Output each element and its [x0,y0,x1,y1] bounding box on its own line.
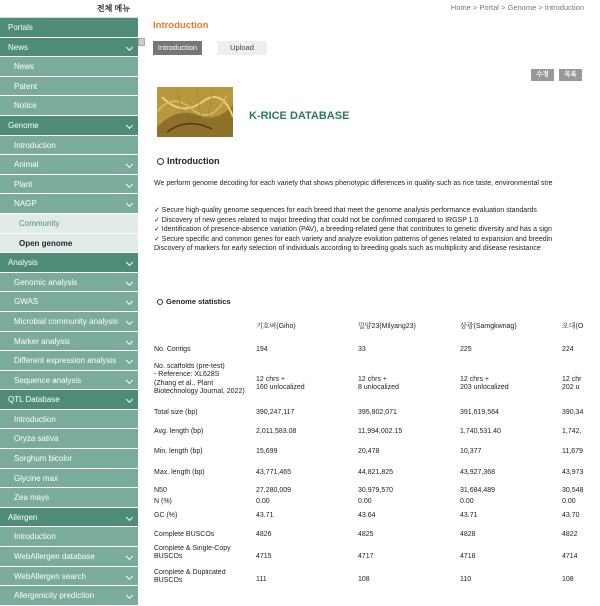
cell-value: 4715 [256,552,272,560]
sidebar-item-label: Animal [14,160,39,170]
sidebar-item-label: Allergenicity prediction [14,591,95,601]
cell-value: 1,740,531.40 [460,427,501,435]
chevron-down-icon [126,44,133,51]
chevron-down-icon [126,161,133,168]
row-label: No. scaffolds (pre-test) - Reference: XL628S (Zhang et al., Plant Biotechnology Journal, 2022) [154,363,245,396]
chevron-down-icon [126,259,133,266]
row-label: Total size (bp) [154,408,198,416]
circle-bullet-icon [157,158,164,165]
sidebar-item-genomic-analysis[interactable] [0,273,138,293]
sidebar-item-label: Open genome [19,238,73,248]
table-row [154,337,600,363]
variety-column-header: 기호벼(Giho) [256,323,296,330]
chevron-down-icon [126,337,133,344]
table-row [154,485,600,497]
sidebar-item-label: Microbial community analysis [14,316,119,326]
sidebar-item-label: Genomic analysis [14,277,78,287]
table-row [154,461,600,485]
cell-value: 390,247,117 [256,408,295,416]
sidebar-item-glycine-max[interactable] [0,469,138,489]
sidebar-item-news[interactable] [0,57,138,77]
sidebar-item-patent[interactable] [0,77,138,97]
sidebar-item-label: Glycine max [14,473,59,483]
row-label: Complete & Duplicated BUSCOs [154,569,226,585]
genome-statistics-table [154,318,600,591]
variety-column-header: 밀양23(Milyang23) [358,323,416,330]
tab-introduction[interactable]: Introduction [153,41,202,55]
cell-value: 108 [358,575,370,583]
sidebar-item-allergen[interactable] [0,508,138,528]
chevron-down-icon [126,200,133,207]
variety-column-header: 삼광(Samgkwnag) [460,323,517,330]
sidebar-item-label: Oryza sativa [14,434,59,444]
intro-bullet-item: ✓ Secure specific and common genes for each variety and analyze evolution patterns of genes related to expansion and breedin [154,235,553,243]
chevron-down-icon [126,573,133,580]
row-label: N (%) [154,497,172,505]
page-title: Introduction [153,20,209,31]
sidebar-item-microbial-community-analysis[interactable] [0,312,138,332]
sidebar-collapse-handle[interactable] [138,38,145,46]
chevron-down-icon [126,279,133,286]
introduction-heading-text: Introduction [167,156,220,166]
sidebar-item-introduction[interactable] [0,410,138,430]
sidebar-item-portals[interactable] [0,18,138,38]
sidebar-item-label: Genome [8,120,39,130]
cell-value: 110 [460,575,472,583]
breadcrumb: Home > Portal > Genome > Introduction [450,3,584,12]
chevron-down-icon [126,377,133,384]
cell-value: 11,994,002.15 [358,427,403,435]
sidebar-item-label: Patent [14,81,38,91]
sidebar-item-label: Allergen [8,512,38,522]
cell-value: 0.00 [562,497,576,505]
sidebar-item-sequence-analysis[interactable] [0,371,138,391]
cell-value: 12 chrs + 160 unlocalized [256,375,305,391]
table-row [154,421,600,443]
sidebar-item-label: Sequence analysis [14,375,82,385]
cell-value: 111 [256,575,267,583]
table-row [154,507,600,525]
full-menu-header: 전체 메뉴 [0,0,138,18]
cell-value: 4714 [562,552,578,560]
sidebar-item-open-genome[interactable] [0,234,138,254]
cell-value: 4718 [460,552,476,560]
sidebar-item-label: QTL Database [8,395,60,405]
cell-value: 2,011,583.08 [256,427,297,435]
cell-value: 0.00 [460,497,474,505]
intro-bullet-list [154,206,552,254]
tab-bar [153,41,282,55]
sidebar-item-weballergen-search[interactable] [0,567,138,587]
table-header-row [154,318,600,337]
variety-column-header: 오대(O [562,323,584,330]
sidebar-item-label: WebAllergen search [14,571,86,581]
chevron-down-icon [126,514,133,521]
sidebar-item-label: WebAllergen database [14,552,95,562]
sidebar-item-label: Introduction [14,140,56,150]
sidebar-item-plant[interactable] [0,175,138,195]
genome-statistics-heading-text: Genome statistics [166,297,231,306]
sidebar-item-community[interactable] [0,214,138,234]
cell-value: 30,979,570 [358,486,394,494]
sidebar-item-label: Introduction [14,414,56,424]
cell-value: 43,927,368 [460,468,496,476]
cell-value: 12 chr 202 u [562,375,582,391]
chevron-down-icon [126,181,133,188]
chevron-down-icon [126,357,133,364]
sidebar-item-label: Marker analysis [14,336,71,346]
row-label: Max. length (bp) [154,468,205,476]
chevron-down-icon [126,122,133,129]
intro-bullet-item: Discovery of markers for early selection of individuals according to breeding goals such as multiplicity and disease resistance [154,245,541,253]
sidebar-item-label: Community [19,218,60,228]
cell-value: 225 [460,345,472,353]
sidebar-item-introduction[interactable] [0,527,138,547]
sidebar-item-nagp[interactable] [0,194,138,214]
sidebar-item-label: Zea mays [14,493,50,503]
sidebar-item-zea-mays[interactable] [0,488,138,508]
main-content [145,0,600,606]
sidebar-item-label: GWAS [14,297,39,307]
sidebar-item-label: Analysis [8,258,38,268]
table-row [154,569,600,591]
sidebar-item-genome[interactable] [0,116,138,136]
sidebar-item-allergenicity-prediction[interactable] [0,586,138,606]
cell-value: 43.70 [562,511,580,519]
sidebar-item-label: Sorghum bicolor [14,454,73,464]
sidebar-item-analysis[interactable] [0,253,138,273]
cell-value: 391,619,564 [460,408,499,416]
genome-statistics-heading [157,297,231,306]
row-label: GC (%) [154,511,178,519]
list-button[interactable]: 목록 [559,69,582,81]
table-row [154,363,600,405]
chevron-down-icon [126,318,133,325]
sidebar-item-introduction[interactable] [0,136,138,156]
edit-button[interactable]: 수정 [531,69,554,81]
cell-value: 31,684,489 [460,486,496,494]
intro-bullet-item: ✓ Secure high-quality genome sequences for each breed that meet the genome analysis performance evaluation standards [154,207,537,214]
cell-value: 4826 [256,530,272,538]
cell-value: 0.00 [256,497,270,505]
sidebar-item-oryza-sativa[interactable] [0,429,138,449]
cell-value: 43,973 [562,468,584,476]
rice-photo [157,87,233,137]
table-row [154,497,600,507]
chevron-down-icon [126,553,133,560]
table-row [154,525,600,545]
sidebar-item-qtl-database[interactable] [0,390,138,410]
sidebar-item-marker-analysis[interactable] [0,332,138,352]
cell-value: 194 [256,345,268,353]
sidebar-item-label: Different expression analysis [14,356,117,366]
sidebar-item-label: NAGP [14,199,37,209]
intro-bullet-item: ✓ Identification of presence-absence variation (PAV), a breeding-related gene that contributes to genetic diversity and has a sign [154,226,552,234]
sidebar-menu [0,18,138,606]
cell-value: 11,679 [562,447,583,455]
introduction-heading [157,156,220,166]
table-header-blank [154,318,256,337]
cell-value: 0.00 [358,497,372,505]
table-row [154,545,600,569]
table-row [154,405,600,421]
row-label: Min. length (bp) [154,447,203,455]
row-label: Avg. length (bp) [154,427,204,435]
sidebar-item-gwas[interactable] [0,292,138,312]
tab-upload[interactable]: Upload [217,41,267,55]
chevron-down-icon [126,396,133,403]
cell-value: 12 chrs + 8 unlocalized [358,375,399,391]
row-label: Complete BUSCOs [154,530,215,538]
sidebar-item-label: News [14,62,35,72]
cell-value: 30,548 [562,486,584,494]
sidebar-item-label: Introduction [14,532,56,542]
cell-value: 43.71 [256,511,274,519]
cell-value: 4822 [562,530,578,538]
sidebar-item-label: Notice [14,101,37,111]
cell-value: 390,34 [562,408,584,416]
cell-value: 33 [358,345,366,353]
row-label: N50 [154,486,167,494]
cell-value: 4825 [358,530,374,538]
cell-value: 15,699 [256,447,278,455]
sidebar-item-news[interactable] [0,38,138,58]
database-title: K-RICE DATABASE [249,110,350,122]
sidebar-item-label: Portals [8,23,33,32]
intro-paragraph: We perform genome decoding for each variety that shows phenotypic differences in quality such as rice taste, environmental stre [154,180,553,187]
action-buttons [526,69,582,81]
row-label: Complete & Single-Copy BUSCOs [154,545,231,561]
cell-value: 10,377 [460,447,482,455]
sidebar-item-label: Plant [14,179,33,189]
cell-value: 1,742, [562,427,582,435]
cell-value: 395,802,071 [358,408,397,416]
sidebar-item-sorghum-bicolor[interactable] [0,449,138,469]
cell-value: 43,771,465 [256,468,292,476]
cell-value: 44,821,825 [358,468,394,476]
sidebar-item-different-expression-analysis[interactable] [0,351,138,371]
chevron-down-icon [126,298,133,305]
sidebar-item-label: News [8,42,29,52]
row-label: No. Contigs [154,345,191,353]
cell-value: 27,280,009 [256,486,292,494]
cell-value: 12 chrs + 203 unlocalized [460,375,509,391]
cell-value: 20,478 [358,447,380,455]
sidebar-item-notice[interactable] [0,96,138,116]
cell-value: 43.71 [460,511,478,519]
chevron-down-icon [126,592,133,599]
sidebar-item-animal[interactable] [0,155,138,175]
cell-value: 108 [562,575,574,583]
sidebar-item-weballergen-database[interactable] [0,547,138,567]
table-row [154,443,600,461]
cell-value: 4717 [358,552,374,560]
sidebar [0,0,138,606]
intro-bullet-item: ✓ Discovery of new genes related to major breeding that could not be confirmed compared to IRGSP 1.0 [154,216,479,224]
cell-value: 4828 [460,530,476,538]
cell-value: 224 [562,345,574,353]
circle-bullet-icon [157,299,163,305]
cell-value: 43.64 [358,511,376,519]
